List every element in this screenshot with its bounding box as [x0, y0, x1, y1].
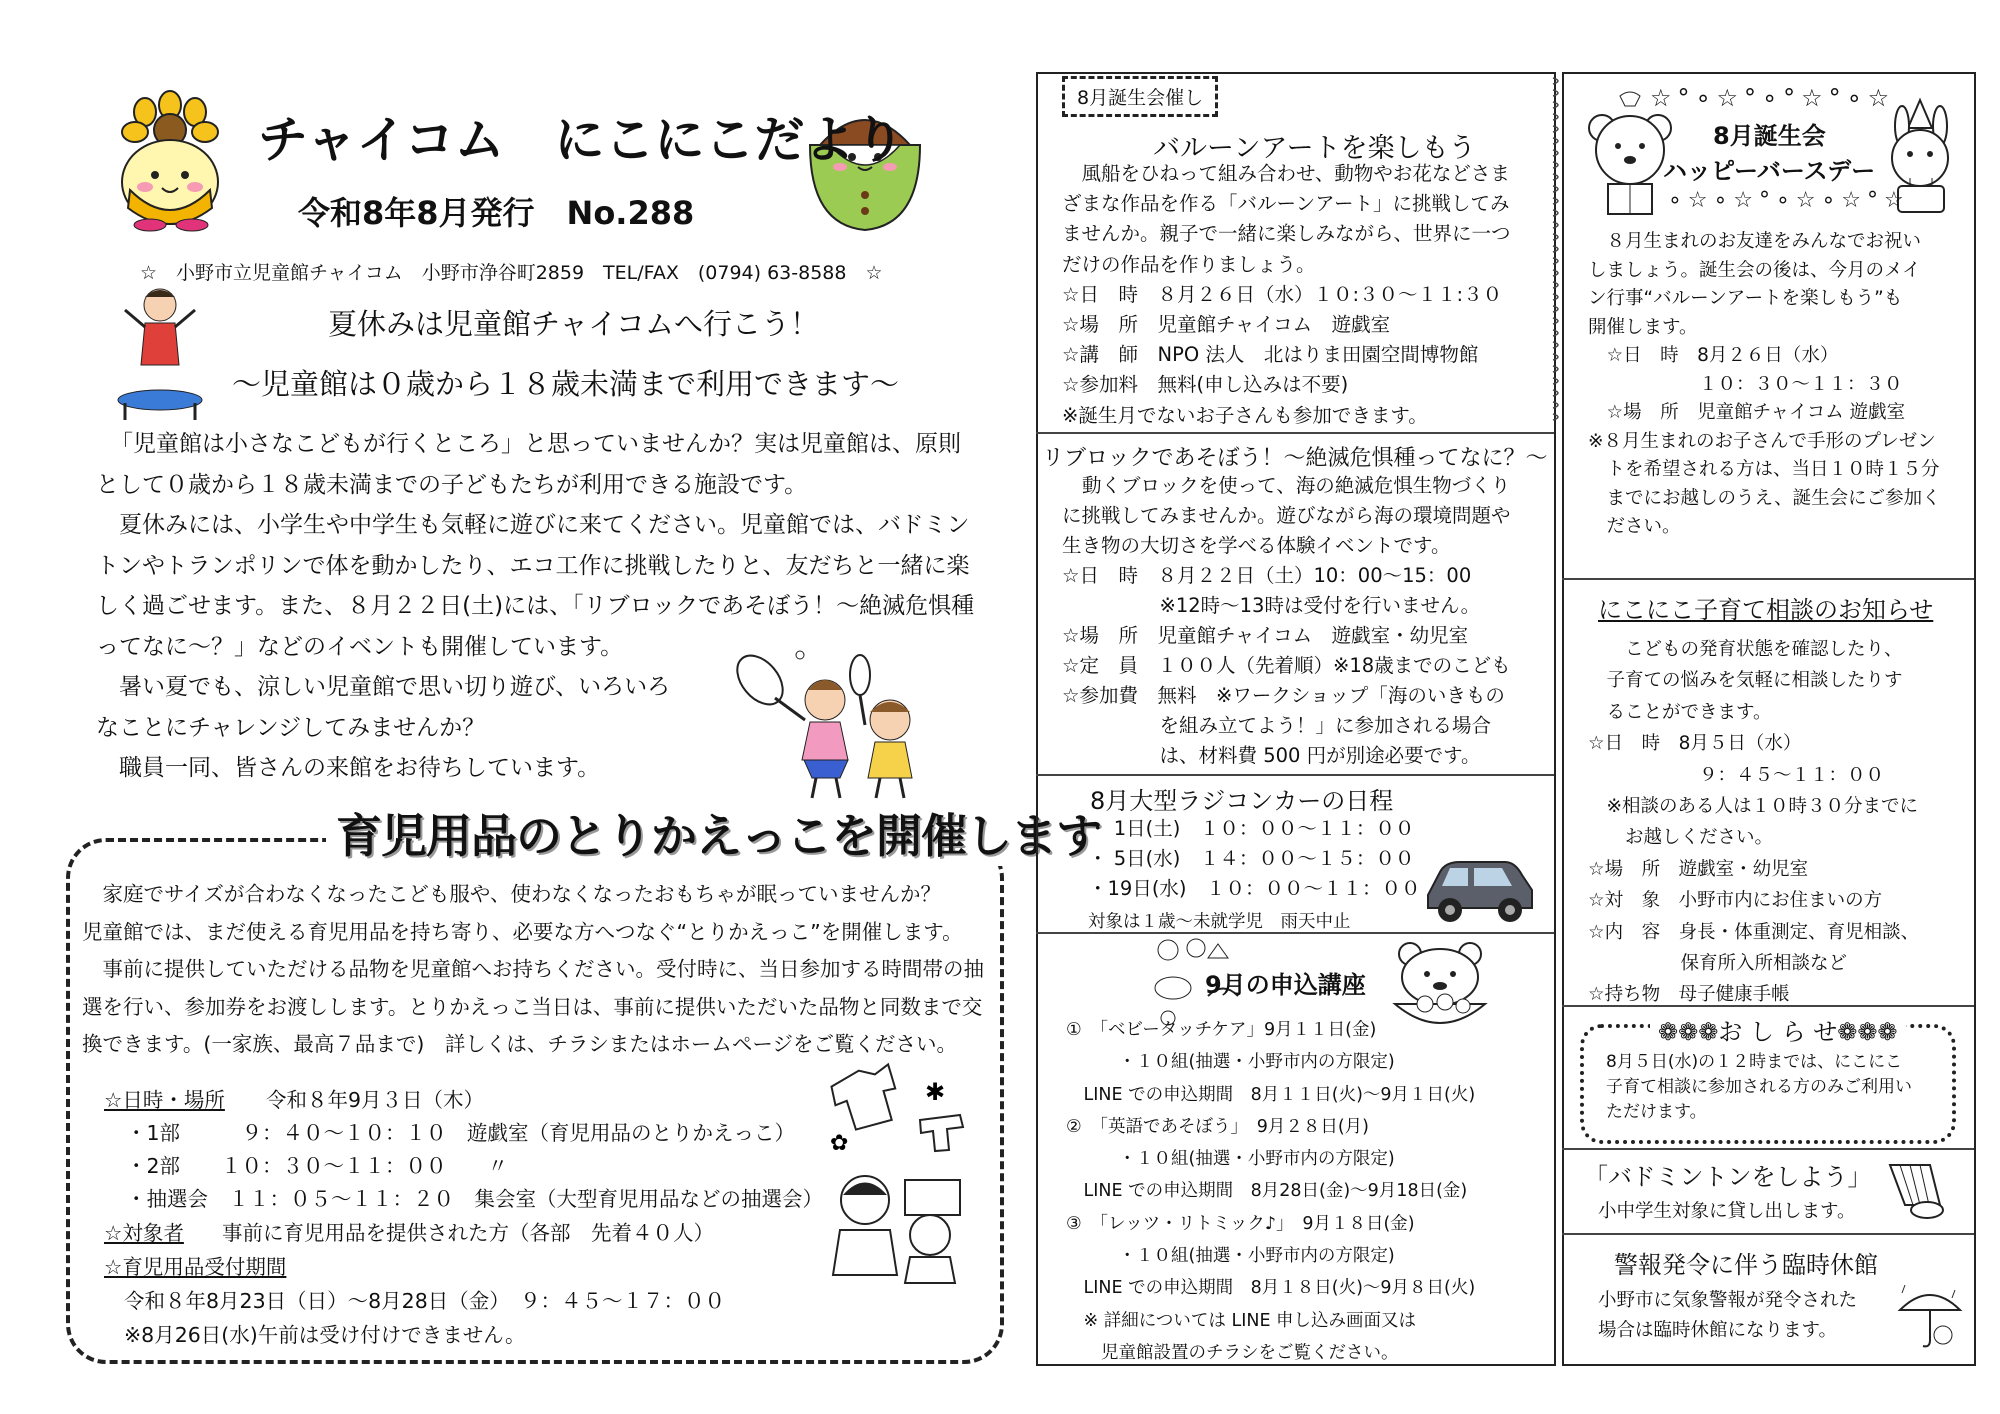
trampoline-kid-icon — [115, 285, 205, 425]
exchange-line: 選を行い、参加券をお渡しします。とりかえっこ当日は、事前に提供いただいた品物と同数まで交 — [82, 994, 983, 1019]
course-line: ③ 「レッツ・リトミック♪」 9月１８日(金) — [1066, 1213, 1415, 1234]
september-title: 9月の申込講座 — [1205, 971, 1366, 999]
balloon-line: 風船をひねって組み合わせ、動物やお花などさま — [1062, 162, 1510, 185]
consult-body — [1588, 634, 1919, 1011]
divider — [1036, 774, 1554, 776]
intro-line: 「児童館は小さなこどもが行くところ」と思っていませんか？実は児童館は、原則 — [110, 431, 961, 457]
balloon-line: ☆参加料 無料(申し込みは不要) — [1062, 373, 1349, 397]
birthday-subtitle: ハッピーバースデー — [1663, 157, 1876, 185]
consult-line: ９：４５～１１：００ — [1588, 764, 1885, 786]
liblock-line: ※12時～13時は受付を行いません。 — [1062, 594, 1481, 617]
liblock-line: は、材料費 500 円が別途必要です。 — [1062, 744, 1481, 767]
balloon-line: ませんか。親子で一緒に楽しみながら、世界に一つ — [1062, 222, 1511, 246]
consult-line: ることができます。 — [1588, 701, 1772, 723]
divider — [1562, 1005, 1974, 1007]
balloon-body — [1062, 159, 1511, 431]
liblock-title: リブロックであそぼう！～絶滅危惧種ってなに？～ — [1042, 446, 1548, 471]
birthday-line: までにお越しのうえ、誕生会にご参加く — [1588, 487, 1941, 509]
course-line: ・１０組(抽選・小野市内の方限定) — [1066, 1052, 1395, 1073]
liblock-line: ☆定 員 １００人（先着順）※18歳までのこども — [1062, 654, 1511, 677]
intro-line: トンやトランポリンで体を動かしたり、エコ工作に挑戦したりと、友だちと一緒に楽 — [96, 552, 970, 579]
liblock-line: に挑戦してみませんか。遊びながら海の環境問題や — [1062, 504, 1511, 527]
consult-line: ☆持ち物 母子健康手帳 — [1588, 984, 1790, 1006]
birthday-line: ン行事“バルーンアートを楽しもう”も — [1588, 288, 1903, 309]
exchange-line: 児童館では、まだ使える育児用品を持ち寄り、必要な方へつなぐ“とりかえっこ”を開催します。 — [82, 919, 963, 944]
consult-line: 保育所入所相談など — [1588, 953, 1848, 975]
consult-line: ☆対 象 小野市内にお住まいの方 — [1588, 890, 1883, 912]
divider — [1036, 432, 1554, 434]
notice-line: ただけます。 — [1606, 1102, 1707, 1122]
september-body — [1066, 1014, 1475, 1369]
exchange-line: 家庭でサイズが合わなくなったこども服や、使わなくなったおもちゃが眠っていませんか？ — [82, 882, 941, 906]
shuttlecock-icon — [1885, 1160, 1955, 1220]
balloon-title: バルーンアートを楽しもう — [1153, 133, 1476, 164]
exchange-title: 育児用品のとりかえっこを開催します — [326, 800, 1111, 866]
session-item: ・2部 １０：３０～１１：００ 〃 — [126, 1154, 509, 1178]
birthday-stars-bottom: ∘☆∘☆°∘☆∘☆°☆ — [1668, 188, 1910, 213]
exchange-reception-label: ☆育児用品受付期間 — [104, 1255, 287, 1279]
consult-line: ※相談のある人は１０時３０分までに — [1588, 796, 1919, 818]
badminton-text: 小中学生対象に貸し出します。 — [1598, 1201, 1856, 1222]
birthday-title: 8月誕生会 — [1713, 122, 1826, 150]
intro-line: として０歳から１８歳未満までの子どもたちが利用できる施設です。 — [96, 471, 808, 498]
birthday-line: ☆場 所 児童館チャイコム 遊戯室 — [1588, 402, 1906, 423]
course-line: ・１０組(抽選・小野市内の方限定) — [1066, 1149, 1395, 1170]
warning-body — [1598, 1286, 1857, 1346]
issue-number: 令和8年8月発行 No.288 — [298, 194, 695, 232]
intro-headline: 夏休みは児童館チャイコムへ行こう！ — [328, 307, 819, 341]
intro-line: 暑い夏でも、涼しい児童館で思い切り遊び、いろいろ — [96, 674, 671, 700]
divider — [1562, 1233, 1974, 1235]
birthday-stars-top: ☆°∘☆°∘°☆°∘☆ — [1650, 84, 1896, 112]
birthday-line: しましょう。誕生会の後は、今月のメイ — [1588, 259, 1921, 281]
consult-line: ☆内 容 身長・体重測定、育児相談、 — [1588, 921, 1920, 943]
balloon-line: ※誕生月でないお子さんも参加できます。 — [1062, 403, 1428, 427]
intro-line: しく過ごせます。また、８月２２日(土)には、「リブロックであそぼう！～絶滅危惧種 — [96, 593, 975, 619]
newsletter-title: チャイコム にこにこだより — [258, 111, 905, 169]
liblock-line: 動くブロックを使って、海の絶滅危惧生物づくり — [1082, 474, 1511, 497]
notice-line: 子育て相談に参加される方のみご利用い — [1606, 1077, 1912, 1097]
course-line: LINE での申込期間 8月28日(金)～9月18日(金) — [1066, 1181, 1468, 1202]
birthday-line: 開催します。 — [1588, 316, 1698, 338]
birthday-line: ☆日 時 8月２６日（水） — [1588, 345, 1839, 366]
course-line: ② 「英語であそぼう」 9月２８日(月) — [1066, 1116, 1369, 1137]
radicon-item: ・ 5日(水) １４：００～１５：００ — [1088, 847, 1415, 870]
birthday-line: ※８月生まれのお子さんで手形のプレゼン — [1588, 430, 1936, 452]
liblock-line: を組み立てよう！」に参加される場合 — [1062, 714, 1492, 737]
birthday-line: １０：３０～１１：３０ — [1588, 373, 1903, 395]
divider — [1562, 578, 1974, 580]
balloon-line: だけの作品を作りましょう。 — [1062, 252, 1316, 276]
liblock-body — [1062, 471, 1511, 771]
course-line: ・１０組(抽選・小野市内の方限定) — [1066, 1246, 1395, 1267]
divider — [1562, 1148, 1974, 1150]
svg-text:✱: ✱ — [925, 1078, 946, 1106]
svg-text:✿: ✿ — [830, 1131, 849, 1156]
exchange-body — [82, 876, 984, 1064]
address-line: ☆ 小野市立児童館チャイコム 小野市浄谷町2859 TEL/FAX (0794) 63-8588 ☆ — [140, 262, 883, 284]
notice-body — [1606, 1050, 1912, 1125]
course-line: ① 「ベビータッチケア」9月１１日(金) — [1066, 1020, 1377, 1040]
course-line: LINE での申込期間 8月１１日(火)～9月１日(火) — [1066, 1084, 1476, 1105]
liblock-line: ☆場 所 児童館チャイコム 遊戯室・幼児室 — [1062, 624, 1469, 647]
liblock-line: 生き物の大切さを学べる体験イベントです。 — [1062, 534, 1451, 557]
balloon-line: ☆講 師 NPO 法人 北はりま田園空間博物館 — [1062, 343, 1479, 367]
birthday-line: トを希望される方は、当日１０時１５分 — [1588, 459, 1940, 480]
balloon-line: ざまな作品を作る「バルーンアート」に挑戦してみ — [1062, 192, 1510, 216]
intro-line: ってなに～？」などのイベントも開催しています。 — [96, 633, 624, 660]
consult-line: ☆日 時 8月５日（水） — [1588, 733, 1802, 755]
intro-subheadline: ～児童館は０歳から１８歳未満まで利用できます～ — [232, 367, 900, 401]
divider — [1036, 932, 1554, 934]
session-item: ・1部 ９：４０～１０：１０ 遊戯室（育児用品のとりかえっこ） — [126, 1121, 796, 1145]
liblock-line: ☆日 時 ８月２２日（土）10：00～15：00 — [1062, 564, 1472, 587]
exchange-date-value: 令和８年9月３日（木） — [266, 1088, 485, 1112]
radicon-item: ・ 1日(土) １０：００～１１：００ — [1088, 817, 1415, 840]
course-line: 児童館設置のチラシをご覧ください。 — [1066, 1342, 1399, 1363]
warning-title: 警報発令に伴う臨時休館 — [1614, 1251, 1878, 1279]
spiral-binding-icon — [1551, 72, 1565, 432]
kids-with-boxes-icon — [825, 1165, 975, 1285]
exchange-date-label: ☆日時・場所 — [104, 1088, 225, 1112]
consult-line: 子育ての悩みを気軽に相談したりす — [1588, 670, 1903, 692]
consult-line: ☆場 所 遊戯室・幼児室 — [1588, 858, 1809, 880]
intro-line: 職員一同、皆さんの来館をお待ちしています。 — [96, 755, 601, 781]
consult-line: こどもの発育状態を確認したり、 — [1588, 639, 1903, 660]
exchange-line: 換できます。(一家族、最高７品まで) 詳しくは、チラシまたはホームページをご覧ください。 — [82, 1032, 957, 1056]
badminton-title: 「バドミントンをしよう」 — [1584, 1163, 1872, 1191]
intro-line: なことにチャレンジしてみませんか？ — [96, 714, 486, 741]
notice-title: ❁❁❁お し ら せ❁❁❁ — [1650, 1012, 1906, 1047]
balloon-line: ☆日 時 ８月２６日（水）１０:３０～１１:３０ — [1062, 282, 1503, 306]
birthday-body — [1588, 228, 1941, 542]
radicon-schedule — [1088, 814, 1421, 904]
consult-title: にこにこ子育て相談のお知らせ — [1598, 596, 1934, 624]
consult-line: お越しください。 — [1588, 827, 1774, 849]
suv-car-icon — [1420, 850, 1540, 925]
course-line: ※ 詳細については LINE 申し込み画面又は — [1066, 1310, 1417, 1331]
clothes-icon — [825, 1065, 970, 1155]
liblock-line: ☆参加費 無料 ※ワークショップ「海のいきもの — [1062, 684, 1505, 707]
session-item: ・抽選会 １１：０５～１１：２０ 集会室（大型育児用品などの抽選会） — [126, 1187, 823, 1211]
exchange-target-value: 事前に育児用品を提供された方（各部 先着４０人） — [222, 1221, 714, 1245]
notice-line: 8月５日(水)の１２時までは、にこにこ — [1606, 1052, 1903, 1072]
radicon-item: ・19日(水) １０：００～１１：００ — [1088, 877, 1421, 900]
exchange-sessions — [126, 1117, 823, 1216]
badminton-kids-icon — [720, 640, 950, 800]
radicon-note: 対象は１歳～未就学児 雨天中止 — [1088, 912, 1351, 932]
umbrella-rain-icon — [1895, 1280, 1965, 1355]
birthday-line: ８月生まれのお友達をみんなでお祝い — [1588, 231, 1922, 252]
radicon-title: 8月大型ラジコンカーの日程 — [1090, 787, 1394, 815]
exchange-reception-value: 令和８年8月23日（日）～8月28日（金） ９：４５～１７：００ — [124, 1289, 726, 1313]
birthday-line: ださい。 — [1588, 516, 1681, 537]
warning-line: 小野市に気象警報が発令された — [1598, 1290, 1858, 1311]
balloon-line: ☆場 所 児童館チャイコム 遊戯室 — [1062, 313, 1391, 337]
exchange-target-label: ☆対象者 — [104, 1221, 184, 1245]
exchange-note: ※8月26日(水)午前は受け付けできません。 — [124, 1323, 526, 1347]
exchange-line: 事前に提供していただける品物を児童館へお持ちください。受付時に、当日参加する時間帯の抽 — [82, 957, 984, 981]
intro-line: 夏休みには、小学生や中学生も気軽に遊びに来てください。児童館では、バドミン — [96, 512, 970, 538]
sunflower-mascot-icon — [100, 90, 250, 230]
warning-line: 場合は臨時休館になります。 — [1598, 1320, 1838, 1341]
balloon-tag: 8月誕生会催し — [1062, 76, 1218, 117]
course-line: LINE での申込期間 8月１８日(火)～9月８日(火) — [1066, 1278, 1476, 1299]
